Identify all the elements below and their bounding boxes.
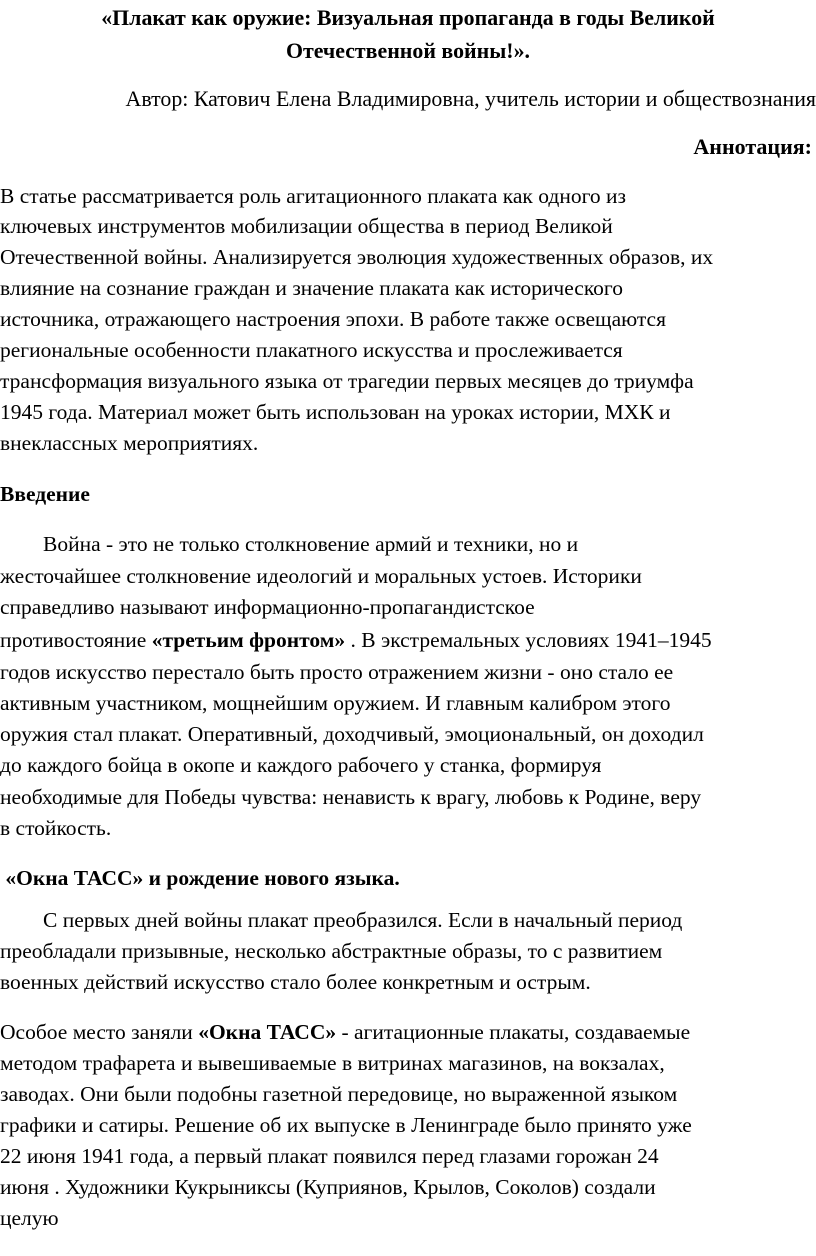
tass-text-line: июня . Художники Кукрыниксы (Куприянов, Крылов, Соколов) создали bbox=[0, 1175, 656, 1199]
intro-text-line: в стойкость. bbox=[0, 816, 112, 840]
annotation-text-line: трансформация визуального языка от трагедии первых месяцев до триумфа bbox=[0, 369, 694, 393]
third-front-emphasis: «третьим фронтом» bbox=[151, 628, 346, 652]
tass-text-line: графики и сатиры. Решение об их выпуске в Ленинграде было принято уже bbox=[0, 1113, 692, 1137]
document-title-line-2: Отечественной войны!». bbox=[285, 38, 530, 63]
intro-text-line: справедливо называют информационно-пропагандистское bbox=[0, 595, 535, 619]
tass-text-line: преобладали призывные, несколько абстрактные образы, то с развитием bbox=[0, 939, 663, 963]
intro-text-line bbox=[0, 625, 712, 655]
annotation-text-line: ключевых инструментов мобилизации общества в период Великой bbox=[0, 214, 613, 238]
intro-text-line: необходимые для Победы чувства: ненависть к врагу, любовь к Родине, веру bbox=[0, 785, 702, 809]
annotation-text-line: 1945 года. Материал может быть использован на уроках истории, МХК и bbox=[0, 400, 671, 424]
author-line: Автор: Катович Елена Владимировна, учитель истории и обществознания bbox=[125, 86, 816, 111]
tass-text-line: военных действий искусство стало более конкретным и острым. bbox=[0, 970, 591, 994]
annotation-text-line: внеклассных мероприятиях. bbox=[0, 431, 259, 455]
tass-text-fragment: Особое место заняли bbox=[0, 1020, 199, 1044]
intro-text-line: оружия стал плакат. Оперативный, доходчивый, эмоциональный, он доходил bbox=[0, 722, 704, 746]
document-title-line-1: «Плакат как оружие: Визуальная пропаганда в годы Великой bbox=[101, 5, 715, 30]
annotation-text-line: Отечественной войны. Анализируется эволюция художественных образов, их bbox=[0, 245, 714, 269]
okna-tass-emphasis: «Окна ТАСС» bbox=[198, 1020, 337, 1044]
intro-text-line: Война - это не только столкновение армий и техники, но и bbox=[0, 532, 579, 556]
tass-text-line: целую bbox=[0, 1206, 59, 1230]
tass-text-line: С первых дней войны плакат преобразился. Если в начальный период bbox=[0, 908, 683, 932]
tass-text-line: методом трафарета и вывешиваемые в витринах магазинов, на вокзалах, bbox=[0, 1051, 665, 1075]
tass-text-line: заводах. Они были подобны газетной передовице, но выраженной языком bbox=[0, 1082, 678, 1106]
tass-text-fragment: - агитационные плакаты, создаваемые bbox=[336, 1020, 691, 1044]
intro-text-line: жесточайшее столкновение идеологий и моральных устоев. Историки bbox=[0, 564, 642, 588]
intro-text-line: до каждого бойца в окопе и каждого рабочего у станка, формируя bbox=[0, 753, 602, 777]
annotation-text-line: влияние на сознание граждан и значение плаката как исторического bbox=[0, 276, 623, 300]
intro-text-line: активным участником, мощнейшим оружием. И главным калибром этого bbox=[0, 691, 671, 715]
annotation-text-line: В статье рассматривается роль агитационного плаката как одного из bbox=[0, 184, 626, 208]
annotation-text-line: источника, отражающего настроения эпохи. В работе также освещаются bbox=[0, 307, 666, 331]
tass-section-heading: «Окна ТАСС» и рождение нового языка. bbox=[0, 866, 400, 890]
intro-text-fragment: противостояние bbox=[0, 628, 152, 652]
intro-text-fragment: . В экстремальных условиях 1941–1945 bbox=[345, 628, 712, 652]
annotation-heading: Аннотация: bbox=[693, 134, 812, 159]
tass-text-line: 22 июня 1941 года, а первый плакат появился перед глазами горожан 24 bbox=[0, 1144, 659, 1168]
tass-text-line bbox=[0, 1017, 690, 1047]
intro-text-line: годов искусство перестало быть просто отражением жизни - оно стало ее bbox=[0, 660, 674, 684]
introduction-heading: Введение bbox=[0, 482, 90, 506]
annotation-text-line: региональные особенности плакатного искусства и прослеживается bbox=[0, 338, 623, 362]
